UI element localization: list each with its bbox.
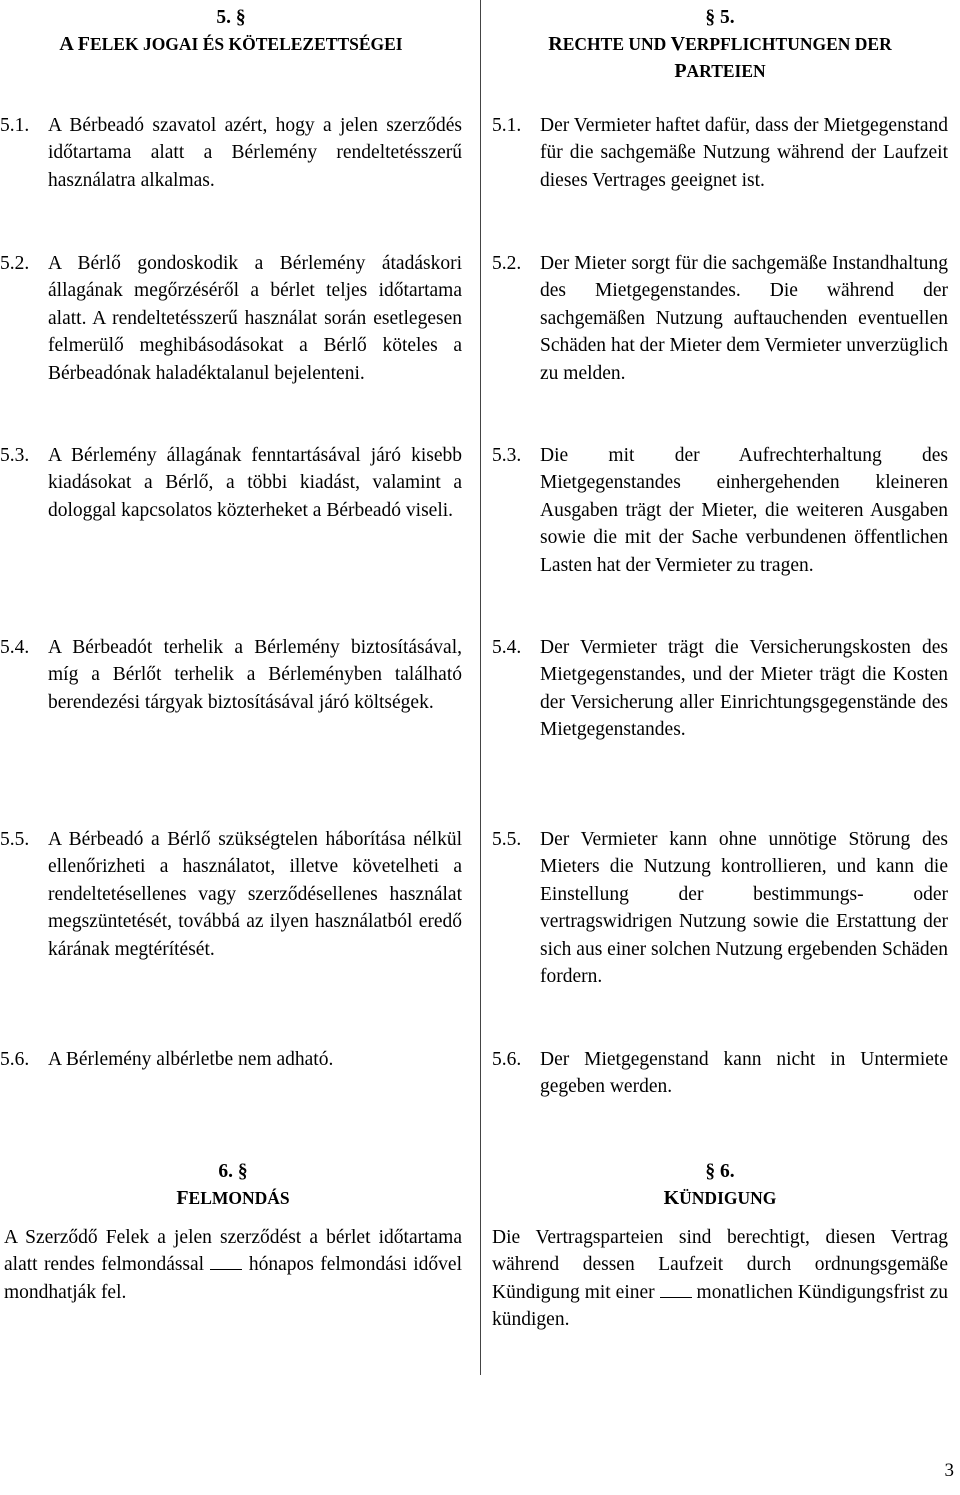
- clause-number: 5.2.: [492, 253, 522, 274]
- column-divider: [480, 0, 481, 1375]
- section-title: RECHTE UND VERPFLICHTUNGEN DER: [548, 33, 892, 55]
- clause-5-5-de: [492, 826, 948, 990]
- clause-5-3-hu: [0, 442, 462, 524]
- clause-5-6-de: [492, 1046, 948, 1101]
- section-6-text-de: Die Vertragsparteien sind berechtigt, diesen Vertrag während dessen Laufzeit durch ordnungsgemäße Kündigung mit einer monatlichen Kündigungsfrist zu kündigen.: [492, 1227, 948, 1331]
- section-6-hu: [4, 1158, 462, 1306]
- clause-text: Der Mieter sorgt für die sachgemäße Instandhaltung des Mietgegenstandes. Die während der sachgemäßen Nutzung auftauchenden eventuellen Schäden hat der Mieter dem Vermieter unverzüglich zu melden.: [540, 253, 948, 384]
- page-number: 3: [944, 1460, 954, 1481]
- clause-number: 5.6.: [492, 1049, 522, 1070]
- section-6-de: [492, 1158, 948, 1334]
- clause-text: Die mit der Aufrechterhaltung des Mietgegenstandes einhergehenden kleineren Ausgaben trägt der Mieter, die weiteren Ausgaben sowie die mit der Sache verbundenen öffentlichen Lasten hat der Vermieter zu tragen.: [540, 445, 948, 576]
- clause-text: A Bérbeadó a Bérlő szükségtelen háborítása nélkül ellenőrizheti a használatot, illetve követelheti a rendeltetésellenes vagy szerződésellenes használat megszüntetését, továbbá az ilyen használatból eredő kárának megtérítését.: [48, 829, 462, 960]
- clause-text: A Bérlemény albérletbe nem adható.: [48, 1049, 334, 1070]
- clause-text: A Bérbeadó szavatol azért, hogy a jelen szerződés időtartama alatt a Bérlemény rendeltetésszerű használatra alkalmas.: [48, 115, 462, 191]
- blank-line: [210, 1255, 242, 1270]
- clause-number: 5.5.: [492, 829, 522, 850]
- clause-text: Der Mietgegenstand kann nicht in Untermiete gegeben werden.: [540, 1049, 948, 1098]
- clause-number: 5.6.: [0, 1049, 30, 1070]
- section-6-heading-hu: [4, 1158, 462, 1212]
- clause-number: 5.1.: [492, 115, 522, 136]
- clause-5-2-de: [492, 250, 948, 387]
- section-5-heading-de: [492, 4, 948, 85]
- clause-5-6-hu: [0, 1046, 462, 1073]
- clause-number: 5.2.: [0, 253, 30, 274]
- clause-text: Der Vermieter kann ohne unnötige Störung des Mieters die Nutzung kontrollieren, und kann die Einstellung der bestimmungs- oder vertragswidrigen Nutzung sowie die Erstattung der sich aus einer solchen Nutzung ergebenden Schäden fordern.: [540, 829, 948, 988]
- section-title-line-2: PARTEIEN: [674, 60, 766, 82]
- clause-text: Der Vermieter haftet dafür, dass der Mietgegenstand für die sachgemäße Nutzung während der Laufzeit dieses Vertrages geeignet ist.: [540, 115, 948, 191]
- section-number: 5. §: [216, 7, 246, 28]
- clause-number: 5.3.: [492, 445, 522, 466]
- clause-5-1-hu: [0, 112, 462, 194]
- clause-5-2-hu: [0, 250, 462, 387]
- clause-5-3-de: [492, 442, 948, 579]
- section-6-text-hu: A Szerződő Felek a jelen szerződést a bérlet időtartama alatt rendes felmondással hónapos felmondási idővel mondhatják fel.: [4, 1227, 462, 1303]
- clause-5-4-hu: [0, 634, 462, 716]
- blank-line: [660, 1283, 692, 1298]
- section-number: 6. §: [218, 1161, 248, 1182]
- clause-5-5-hu: [0, 826, 462, 963]
- clause-number: 5.4.: [0, 637, 30, 658]
- clause-5-4-de: [492, 634, 948, 744]
- clause-5-1-de: [492, 112, 948, 194]
- section-title: KÜNDIGUNG: [663, 1187, 777, 1209]
- clause-text: A Bérbeadót terhelik a Bérlemény biztosításával, míg a Bérlőt terhelik a Bérleményben található berendezési tárgyak biztosításával járó költségek.: [48, 637, 462, 713]
- clause-text: A Bérlemény állagának fenntartásával járó kisebb kiadásokat a Bérlő, a többi kiadást, valamint a dologgal kapcsolatos közterheket a Bérbeadó viseli.: [48, 445, 462, 521]
- clause-text: A Bérlő gondoskodik a Bérlemény átadáskori állagának megőrzéséről a bérlet teljes időtartama alatt. A rendeltetésszerű használat során esetlegesen felmerülő meghibásodásokat a Bérlő köteles a Bérbeadónak haladéktalanul bejelenteni.: [48, 253, 462, 384]
- section-6-heading-de: [492, 1158, 948, 1212]
- clause-number: 5.5.: [0, 829, 30, 850]
- section-title: A FELEK JOGAI ÉS KÖTELEZETTSÉGEI: [59, 33, 403, 55]
- clause-number: 5.4.: [492, 637, 522, 658]
- clause-text: Der Vermieter trägt die Versicherungskosten des Mietgegenstandes, und der Mieter trägt die Kosten der Versicherung aller Einrichtungsgegenstände des Mietgegenstandes.: [540, 637, 948, 741]
- section-5-heading-hu: [0, 4, 462, 58]
- clause-number: 5.3.: [0, 445, 30, 466]
- section-number: § 6.: [705, 1161, 735, 1182]
- section-title: FELMONDÁS: [176, 1187, 290, 1209]
- section-number: § 5.: [705, 7, 735, 28]
- clause-number: 5.1.: [0, 115, 30, 136]
